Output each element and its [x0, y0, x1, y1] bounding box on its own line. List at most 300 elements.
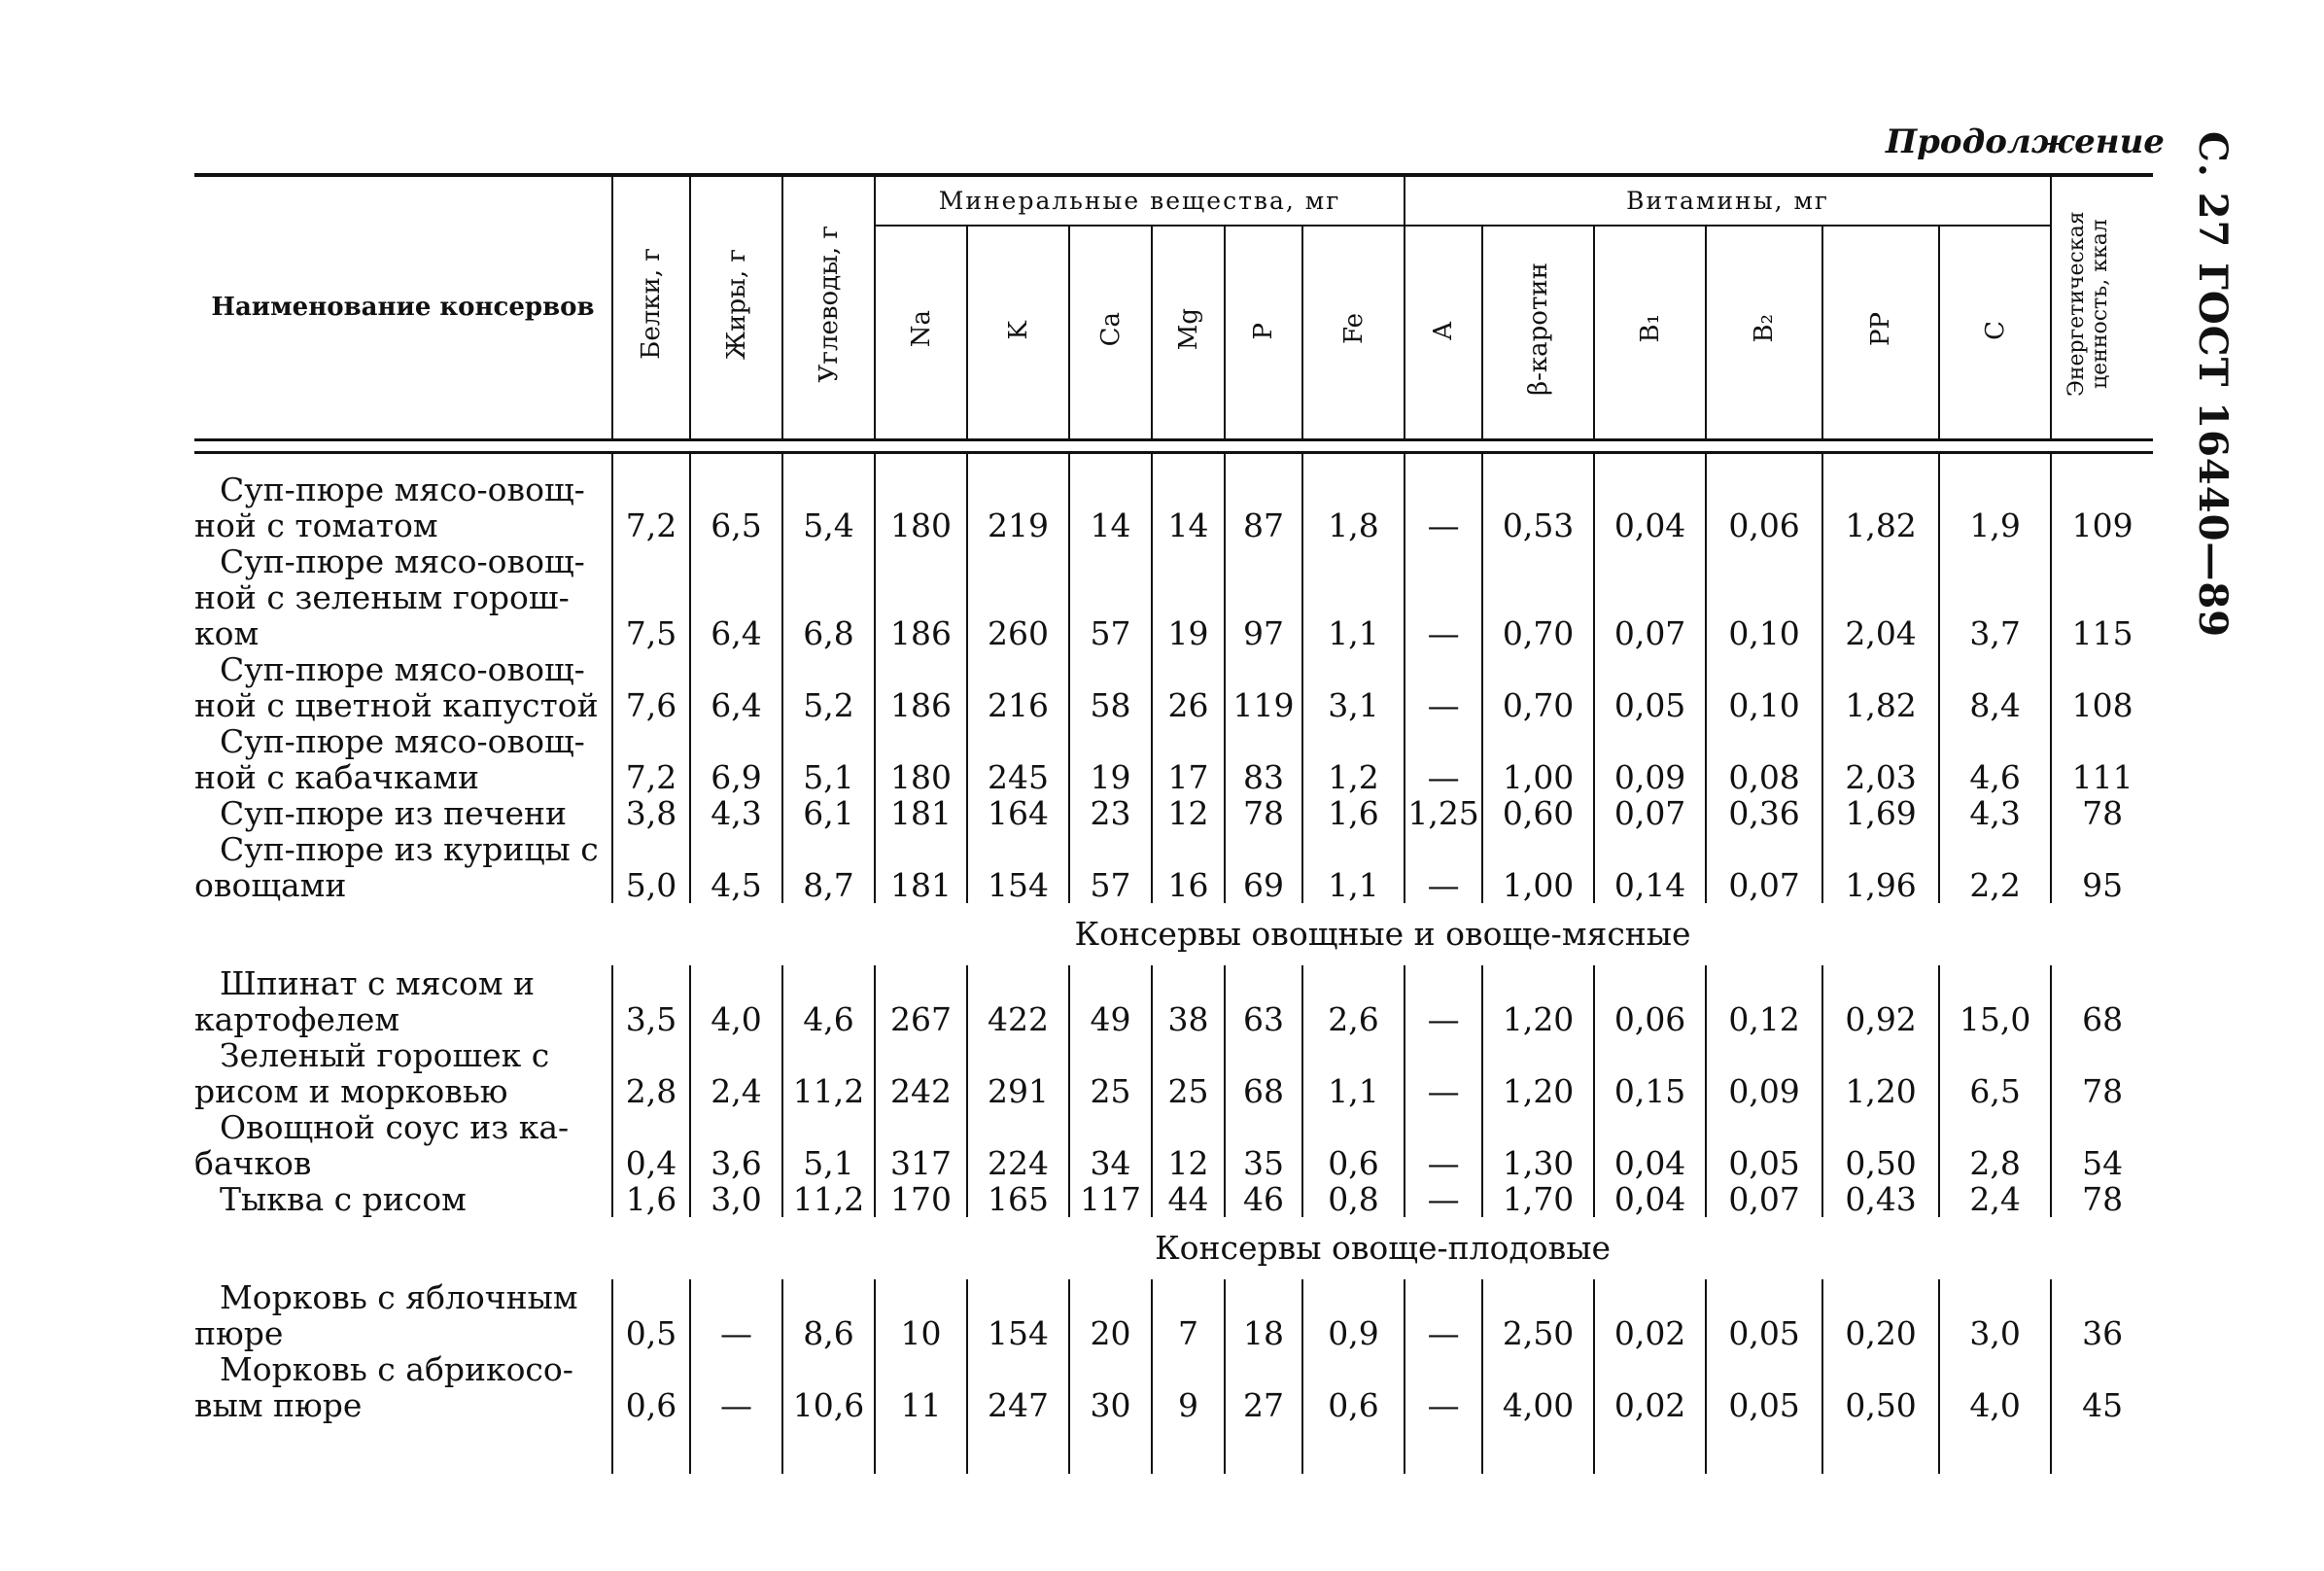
- value-cell: 0,15: [1594, 1037, 1706, 1109]
- value-cell: 0,14: [1594, 831, 1706, 903]
- value-cell: 1,25: [1405, 795, 1482, 831]
- value-cell: 0,60: [1482, 795, 1594, 831]
- value-cell: 54: [2051, 1109, 2153, 1181]
- value-cell: 2,8: [612, 1037, 690, 1109]
- value-cell: 2,8: [1939, 1109, 2051, 1181]
- spacer-cell: [1594, 1423, 1706, 1474]
- value-cell: 186: [875, 651, 967, 723]
- value-cell: 165: [967, 1181, 1069, 1217]
- value-cell: 5,1: [782, 1109, 875, 1181]
- table-body: [194, 439, 2153, 1474]
- column-header-mg: Mg: [1152, 226, 1225, 439]
- product-name-line: ком: [194, 613, 260, 652]
- value-cell: 0,53: [1482, 471, 1594, 543]
- value-cell: 63: [1225, 965, 1302, 1037]
- value-cell: 7,2: [612, 723, 690, 795]
- value-cell: 1,9: [1939, 471, 2051, 543]
- value-cell: 8,6: [782, 1279, 875, 1351]
- value-cell: 117: [1069, 1181, 1152, 1217]
- product-name-line: картофелем: [194, 999, 400, 1038]
- spacer-cell: [1822, 452, 1939, 471]
- value-cell: 119: [1225, 651, 1302, 723]
- spacer-cell: [967, 452, 1069, 471]
- value-cell: 1,82: [1822, 471, 1939, 543]
- value-cell: 78: [2051, 1181, 2153, 1217]
- value-cell: 1,96: [1822, 831, 1939, 903]
- value-cell: 69: [1225, 831, 1302, 903]
- value-cell: 0,12: [1706, 965, 1822, 1037]
- value-cell: 1,20: [1482, 965, 1594, 1037]
- value-cell: —: [690, 1279, 782, 1351]
- continuation-label: Продолжение: [1886, 122, 2165, 161]
- header-rule: [194, 439, 2153, 452]
- value-cell: 2,2: [1939, 831, 2051, 903]
- value-cell: 4,6: [782, 965, 875, 1037]
- value-cell: 2,04: [1822, 543, 1939, 651]
- value-cell: 58: [1069, 651, 1152, 723]
- value-cell: 0,04: [1594, 1109, 1706, 1181]
- column-header-beta-carotene: β-каротин: [1482, 226, 1594, 439]
- value-cell: 1,30: [1482, 1109, 1594, 1181]
- value-cell: 7: [1152, 1279, 1225, 1351]
- value-cell: 1,69: [1822, 795, 1939, 831]
- product-name: [194, 1109, 612, 1181]
- value-cell: 87: [1225, 471, 1302, 543]
- value-cell: 0,92: [1822, 965, 1939, 1037]
- value-cell: 108: [2051, 651, 2153, 723]
- value-cell: 3,7: [1939, 543, 2051, 651]
- product-name-line: овощами: [194, 865, 347, 904]
- spacer-cell: [1069, 1423, 1152, 1474]
- product-name: [194, 831, 612, 903]
- table-row: [194, 1037, 2153, 1109]
- column-header-pp: PP: [1822, 226, 1939, 439]
- spacer-cell: [612, 452, 690, 471]
- value-cell: 1,1: [1302, 1037, 1405, 1109]
- value-cell: 2,03: [1822, 723, 1939, 795]
- value-cell: 0,07: [1706, 1181, 1822, 1217]
- value-cell: 6,5: [1939, 1037, 2051, 1109]
- table-row: [194, 831, 2153, 903]
- value-cell: 6,8: [782, 543, 875, 651]
- page-standard-label: С. 27 ГОСТ 16440—89: [2190, 131, 2236, 639]
- value-cell: 1,00: [1482, 723, 1594, 795]
- value-cell: 0,5: [612, 1279, 690, 1351]
- product-name-line: ной с зеленым горош-: [194, 577, 570, 616]
- spacer-cell: [194, 452, 612, 471]
- value-cell: 164: [967, 795, 1069, 831]
- value-cell: 3,5: [612, 965, 690, 1037]
- value-cell: 3,0: [1939, 1279, 2051, 1351]
- value-cell: 1,1: [1302, 831, 1405, 903]
- spacer-cell: [875, 1423, 967, 1474]
- value-cell: 0,20: [1822, 1279, 1939, 1351]
- value-cell: 245: [967, 723, 1069, 795]
- spacer-cell: [967, 1423, 1069, 1474]
- value-cell: 17: [1152, 723, 1225, 795]
- table-row: [194, 1109, 2153, 1181]
- value-cell: 0,8: [1302, 1181, 1405, 1217]
- value-cell: 4,6: [1939, 723, 2051, 795]
- value-cell: 0,70: [1482, 651, 1594, 723]
- product-name-line: ной с кабачками: [194, 757, 479, 796]
- value-cell: 242: [875, 1037, 967, 1109]
- value-cell: —: [690, 1351, 782, 1423]
- value-cell: 44: [1152, 1181, 1225, 1217]
- value-cell: 19: [1069, 723, 1152, 795]
- column-header-k: K: [967, 226, 1069, 439]
- table-row: [194, 1351, 2153, 1423]
- column-header-energy: Энергетическая ценность, ккал: [2051, 175, 2153, 439]
- value-cell: 11,2: [782, 1181, 875, 1217]
- value-cell: 0,06: [1706, 471, 1822, 543]
- value-cell: 2,4: [690, 1037, 782, 1109]
- product-name: [194, 795, 612, 831]
- value-cell: 154: [967, 1279, 1069, 1351]
- value-cell: 154: [967, 831, 1069, 903]
- nutrition-table: [194, 173, 2153, 1474]
- spacer-row: [194, 452, 2153, 471]
- value-cell: 23: [1069, 795, 1152, 831]
- value-cell: 68: [2051, 965, 2153, 1037]
- value-cell: 5,0: [612, 831, 690, 903]
- value-cell: 0,05: [1594, 651, 1706, 723]
- value-cell: 57: [1069, 543, 1152, 651]
- value-cell: 1,6: [612, 1181, 690, 1217]
- value-cell: 0,10: [1706, 651, 1822, 723]
- product-name-line: ной с томатом: [194, 506, 438, 544]
- column-header-fat: Жиры, г: [690, 175, 782, 439]
- product-name-line: ной с цветной капустой: [194, 685, 599, 724]
- spacer-cell: [1594, 452, 1706, 471]
- value-cell: 35: [1225, 1109, 1302, 1181]
- product-name-line: Суп-пюре мясо-овощ-: [220, 470, 585, 508]
- value-cell: 247: [967, 1351, 1069, 1423]
- value-cell: 97: [1225, 543, 1302, 651]
- value-cell: 7,5: [612, 543, 690, 651]
- value-cell: 14: [1069, 471, 1152, 543]
- spacer-cell: [875, 452, 967, 471]
- value-cell: 180: [875, 471, 967, 543]
- value-cell: 0,70: [1482, 543, 1594, 651]
- value-cell: 109: [2051, 471, 2153, 543]
- product-name-line: пюре: [194, 1313, 284, 1352]
- value-cell: 0,6: [1302, 1109, 1405, 1181]
- product-name-line: вым пюре: [194, 1385, 363, 1424]
- value-cell: 7,2: [612, 471, 690, 543]
- value-cell: 68: [1225, 1037, 1302, 1109]
- spacer-cell: [1069, 452, 1152, 471]
- value-cell: 291: [967, 1037, 1069, 1109]
- value-cell: 9: [1152, 1351, 1225, 1423]
- value-cell: —: [1405, 651, 1482, 723]
- value-cell: 219: [967, 471, 1069, 543]
- value-cell: 1,8: [1302, 471, 1405, 543]
- column-header-na: Na: [875, 226, 967, 439]
- value-cell: 18: [1225, 1279, 1302, 1351]
- value-cell: 0,10: [1706, 543, 1822, 651]
- value-cell: 4,3: [1939, 795, 2051, 831]
- section-spacer: [194, 903, 612, 965]
- value-cell: 0,02: [1594, 1351, 1706, 1423]
- product-name-line: Суп-пюре из курицы с: [220, 829, 599, 868]
- spacer-cell: [1706, 452, 1822, 471]
- value-cell: 11: [875, 1351, 967, 1423]
- spacer-cell: [1152, 452, 1225, 471]
- value-cell: 0,6: [612, 1351, 690, 1423]
- table-row: [194, 543, 2153, 651]
- section-title: Консервы овоще-плодовые: [1155, 1229, 1612, 1267]
- value-cell: 38: [1152, 965, 1225, 1037]
- column-header-ca: Ca: [1069, 226, 1152, 439]
- value-cell: 4,00: [1482, 1351, 1594, 1423]
- table-row: [194, 1181, 2153, 1217]
- product-name: [194, 723, 612, 795]
- value-cell: 422: [967, 965, 1069, 1037]
- column-header-p: P: [1225, 226, 1302, 439]
- value-cell: 26: [1152, 651, 1225, 723]
- value-cell: 1,20: [1482, 1037, 1594, 1109]
- product-name-line: Морковь с абрикосо-: [220, 1349, 573, 1388]
- value-cell: 216: [967, 651, 1069, 723]
- section-row: [194, 903, 2153, 965]
- value-cell: 12: [1152, 1109, 1225, 1181]
- value-cell: 6,4: [690, 543, 782, 651]
- column-header-b2: B₂: [1706, 226, 1822, 439]
- column-header-protein: Белки, г: [612, 175, 690, 439]
- value-cell: 4,5: [690, 831, 782, 903]
- spacer-cell: [1152, 1423, 1225, 1474]
- product-name-line: рисом и морковью: [194, 1071, 508, 1110]
- product-name: [194, 543, 612, 651]
- header-separator: [194, 439, 2153, 452]
- value-cell: 2,50: [1482, 1279, 1594, 1351]
- value-cell: 30: [1069, 1351, 1152, 1423]
- value-cell: —: [1405, 965, 1482, 1037]
- value-cell: 10: [875, 1279, 967, 1351]
- value-cell: 3,0: [690, 1181, 782, 1217]
- spacer-cell: [1706, 1423, 1822, 1474]
- value-cell: 36: [2051, 1279, 2153, 1351]
- table-row: [194, 471, 2153, 543]
- column-group-vitamins: Витамины, мг: [1405, 175, 2051, 226]
- value-cell: 83: [1225, 723, 1302, 795]
- value-cell: 0,02: [1594, 1279, 1706, 1351]
- value-cell: 181: [875, 831, 967, 903]
- spacer-cell: [194, 1423, 612, 1474]
- value-cell: 180: [875, 723, 967, 795]
- spacer-cell: [2051, 452, 2153, 471]
- product-name: [194, 651, 612, 723]
- product-name-line: Суп-пюре мясо-овощ-: [220, 541, 585, 580]
- value-cell: 1,82: [1822, 651, 1939, 723]
- value-cell: 4,3: [690, 795, 782, 831]
- value-cell: 1,6: [1302, 795, 1405, 831]
- product-name: [194, 965, 612, 1037]
- value-cell: 2,4: [1939, 1181, 2051, 1217]
- product-name: [194, 1279, 612, 1351]
- value-cell: —: [1405, 1109, 1482, 1181]
- value-cell: 0,05: [1706, 1351, 1822, 1423]
- value-cell: 78: [2051, 795, 2153, 831]
- value-cell: 78: [1225, 795, 1302, 831]
- value-cell: 0,07: [1706, 831, 1822, 903]
- spacer-cell: [1939, 1423, 2051, 1474]
- table-row: [194, 795, 2153, 831]
- value-cell: 6,9: [690, 723, 782, 795]
- column-header-fe: Fe: [1302, 226, 1405, 439]
- table-row: [194, 1279, 2153, 1351]
- section-spacer: [194, 1217, 612, 1279]
- spacer-cell: [782, 1423, 875, 1474]
- value-cell: 0,09: [1594, 723, 1706, 795]
- value-cell: 25: [1069, 1037, 1152, 1109]
- column-header-name: Наименование консервов: [211, 293, 595, 323]
- value-cell: 10,6: [782, 1351, 875, 1423]
- value-cell: 0,50: [1822, 1351, 1939, 1423]
- value-cell: 8,4: [1939, 651, 2051, 723]
- value-cell: 95: [2051, 831, 2153, 903]
- value-cell: 5,1: [782, 723, 875, 795]
- value-cell: 0,43: [1822, 1181, 1939, 1217]
- column-header-c: C: [1939, 226, 2051, 439]
- value-cell: 1,2: [1302, 723, 1405, 795]
- value-cell: 46: [1225, 1181, 1302, 1217]
- value-cell: —: [1405, 471, 1482, 543]
- value-cell: 0,9: [1302, 1279, 1405, 1351]
- value-cell: 19: [1152, 543, 1225, 651]
- value-cell: 0,50: [1822, 1109, 1939, 1181]
- value-cell: 1,00: [1482, 831, 1594, 903]
- value-cell: —: [1405, 1037, 1482, 1109]
- spacer-cell: [782, 452, 875, 471]
- table-row: [194, 965, 2153, 1037]
- value-cell: 25: [1152, 1037, 1225, 1109]
- spacer-cell: [1482, 452, 1594, 471]
- section-row: [194, 1217, 2153, 1279]
- value-cell: 0,04: [1594, 1181, 1706, 1217]
- value-cell: 3,8: [612, 795, 690, 831]
- value-cell: —: [1405, 831, 1482, 903]
- product-name-line: Суп-пюре из печени: [220, 793, 568, 832]
- value-cell: 4,0: [1939, 1351, 2051, 1423]
- value-cell: 49: [1069, 965, 1152, 1037]
- spacer-cell: [1405, 452, 1482, 471]
- value-cell: 170: [875, 1181, 967, 1217]
- spacer-cell: [1482, 1423, 1594, 1474]
- value-cell: 0,09: [1706, 1037, 1822, 1109]
- value-cell: 186: [875, 543, 967, 651]
- value-cell: 5,4: [782, 471, 875, 543]
- product-name: [194, 1037, 612, 1109]
- section-title: Консервы овощные и овоще-мясные: [1074, 915, 1691, 953]
- value-cell: 0,08: [1706, 723, 1822, 795]
- value-cell: 317: [875, 1109, 967, 1181]
- value-cell: 16: [1152, 831, 1225, 903]
- value-cell: 8,7: [782, 831, 875, 903]
- value-cell: 224: [967, 1109, 1069, 1181]
- value-cell: —: [1405, 543, 1482, 651]
- value-cell: 0,04: [1594, 471, 1706, 543]
- spacer-cell: [1225, 1423, 1302, 1474]
- value-cell: 0,6: [1302, 1351, 1405, 1423]
- value-cell: 0,05: [1706, 1279, 1822, 1351]
- spacer-cell: [1822, 1423, 1939, 1474]
- product-name-line: Морковь с яблочным: [220, 1277, 578, 1316]
- spacer-row: [194, 1423, 2153, 1474]
- value-cell: 11,2: [782, 1037, 875, 1109]
- value-cell: 34: [1069, 1109, 1152, 1181]
- value-cell: 20: [1069, 1279, 1152, 1351]
- product-name-line: Овощной соус из ка-: [220, 1107, 570, 1146]
- spacer-cell: [1225, 452, 1302, 471]
- column-header-carbs: Углеводы, г: [782, 175, 875, 439]
- spacer-cell: [690, 452, 782, 471]
- value-cell: 7,6: [612, 651, 690, 723]
- table-row: [194, 651, 2153, 723]
- spacer-cell: [690, 1423, 782, 1474]
- product-name-line: Зеленый горошек с: [220, 1035, 550, 1074]
- value-cell: 2,6: [1302, 965, 1405, 1037]
- value-cell: —: [1405, 1351, 1482, 1423]
- spacer-cell: [1939, 452, 2051, 471]
- value-cell: 27: [1225, 1351, 1302, 1423]
- value-cell: 6,4: [690, 651, 782, 723]
- product-name-line: Суп-пюре мясо-овощ-: [220, 649, 585, 688]
- value-cell: 0,06: [1594, 965, 1706, 1037]
- value-cell: 260: [967, 543, 1069, 651]
- value-cell: 0,05: [1706, 1109, 1822, 1181]
- spacer-cell: [1302, 452, 1405, 471]
- value-cell: 78: [2051, 1037, 2153, 1109]
- product-name: [194, 1351, 612, 1423]
- product-name-line: Тыква с рисом: [220, 1179, 467, 1218]
- value-cell: 4,0: [690, 965, 782, 1037]
- value-cell: 0,07: [1594, 795, 1706, 831]
- column-group-minerals: Минеральные вещества, мг: [875, 175, 1405, 226]
- value-cell: 1,1: [1302, 543, 1405, 651]
- value-cell: 3,6: [690, 1109, 782, 1181]
- value-cell: 5,2: [782, 651, 875, 723]
- value-cell: 12: [1152, 795, 1225, 831]
- value-cell: 0,36: [1706, 795, 1822, 831]
- column-header-b1: B₁: [1594, 226, 1706, 439]
- product-name-line: бачков: [194, 1143, 312, 1182]
- spacer-cell: [1302, 1423, 1405, 1474]
- value-cell: 3,1: [1302, 651, 1405, 723]
- value-cell: 45: [2051, 1351, 2153, 1423]
- product-name-line: Шпинат с мясом и: [220, 963, 536, 1002]
- spacer-cell: [612, 1423, 690, 1474]
- value-cell: 6,1: [782, 795, 875, 831]
- value-cell: 1,20: [1822, 1037, 1939, 1109]
- value-cell: 0,4: [612, 1109, 690, 1181]
- spacer-cell: [2051, 1423, 2153, 1474]
- value-cell: 6,5: [690, 471, 782, 543]
- value-cell: 181: [875, 795, 967, 831]
- value-cell: 14: [1152, 471, 1225, 543]
- value-cell: —: [1405, 1279, 1482, 1351]
- product-name-line: Суп-пюре мясо-овощ-: [220, 721, 585, 760]
- value-cell: 1,70: [1482, 1181, 1594, 1217]
- product-name: [194, 471, 612, 543]
- value-cell: 57: [1069, 831, 1152, 903]
- value-cell: 267: [875, 965, 967, 1037]
- value-cell: 115: [2051, 543, 2153, 651]
- product-name: [194, 1181, 612, 1217]
- value-cell: 15,0: [1939, 965, 2051, 1037]
- spacer-cell: [1405, 1423, 1482, 1474]
